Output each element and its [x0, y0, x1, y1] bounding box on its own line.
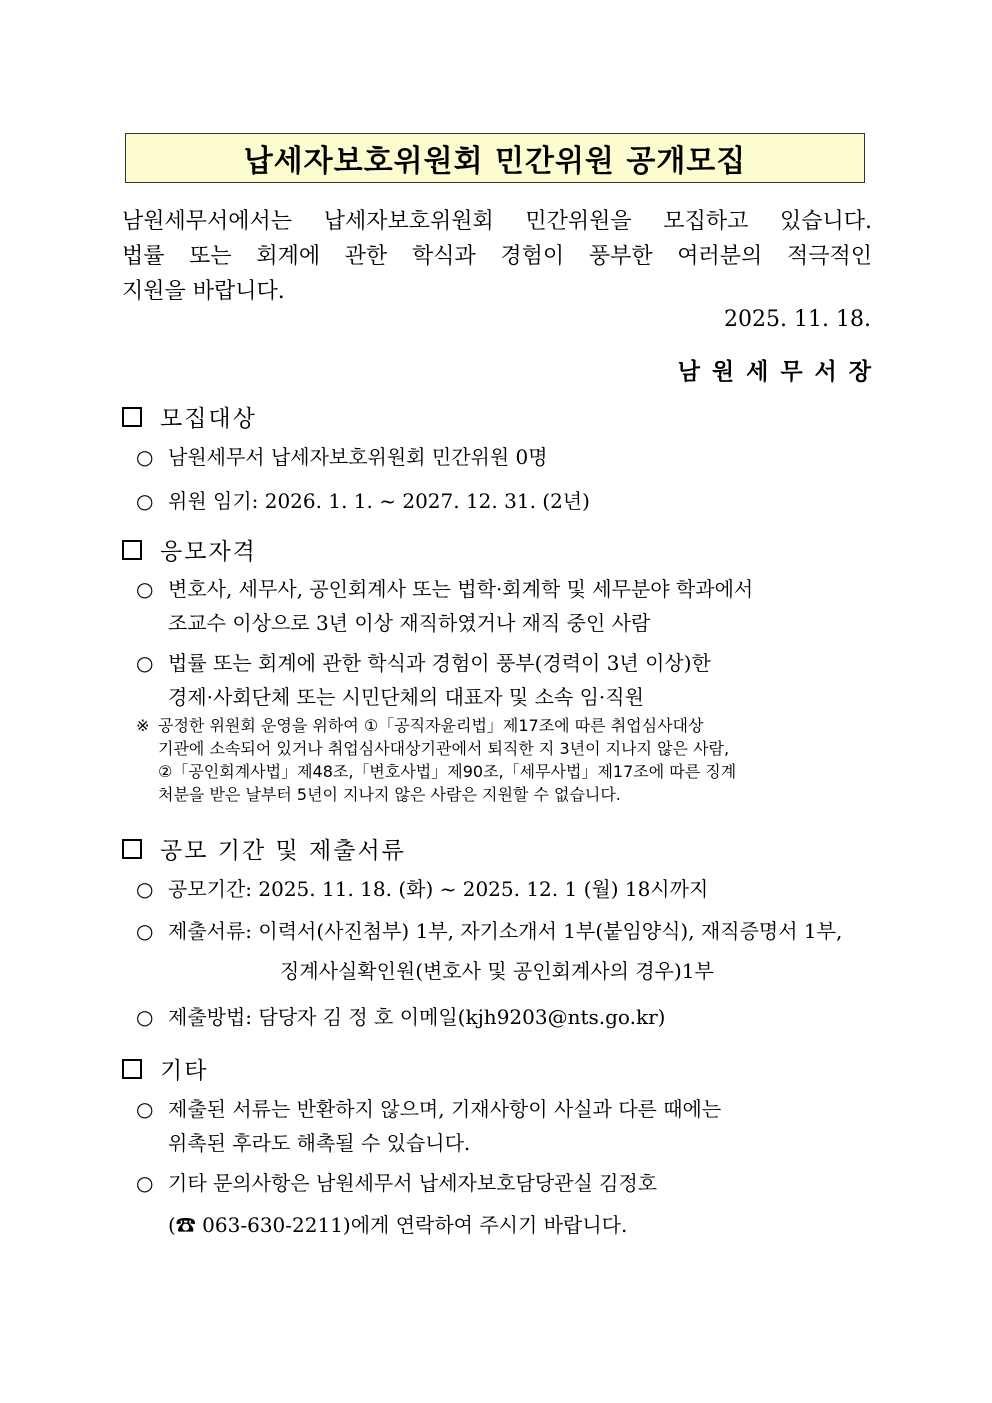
- circle-bullet-icon: ○: [136, 919, 154, 943]
- circle-bullet-icon: ○: [136, 877, 154, 901]
- section-period: [122, 832, 406, 865]
- list-item: [136, 1092, 868, 1160]
- section-title: 모집대상: [160, 406, 257, 432]
- circle-bullet-icon: ○: [136, 651, 154, 675]
- item-text: 공모기간: 2025. 11. 18. (화) ~ 2025. 12. 1 (월) 18시까지: [168, 877, 709, 901]
- section-title: 응모자격: [160, 539, 257, 565]
- notice-note: [136, 714, 871, 806]
- list-item: [136, 572, 868, 640]
- square-bullet-icon: [122, 407, 142, 427]
- circle-bullet-icon: ○: [136, 577, 154, 601]
- list-item: [136, 484, 868, 518]
- signer: 남원세무서장: [677, 358, 883, 385]
- list-item: [136, 646, 868, 714]
- circle-bullet-icon: ○: [136, 1171, 154, 1195]
- item-text: 법률 또는 회계에 관한 학식과 경험이 풍부(경력이 3년 이상)한: [168, 651, 711, 675]
- list-item: [136, 1166, 868, 1242]
- item-text: 변호사, 세무사, 공인회계사 또는 법학·회계학 및 세무분야 학과에서: [168, 577, 754, 601]
- note-text: 공정한 위원회 운영을 위하여 ①「공직자윤리법」제17조에 따른 취업심사대상: [158, 716, 704, 735]
- item-text: 위촉된 후라도 해촉될 수 있습니다.: [168, 1131, 471, 1155]
- list-item: [136, 914, 868, 988]
- section-title: 기타: [160, 1058, 209, 1084]
- intro-paragraph: [122, 204, 872, 309]
- item-text: 제출서류: 이력서(사진첨부) 1부, 자기소개서 1부(붙임양식), 재직증명서 1부,: [168, 919, 843, 943]
- intro-line: 지원을 바랍니다.: [122, 279, 285, 304]
- item-text: 경제·사회단체 또는 시민단체의 대표자 및 소속 임·직원: [168, 685, 644, 709]
- item-text: 제출방법: 담당자 김 정 호 이메일(kjh9203@nts.go.kr): [168, 1005, 666, 1029]
- circle-bullet-icon: ○: [136, 489, 154, 513]
- note-text: 기관에 소속되어 있거나 취업심사대상기관에서 퇴직한 지 3년이 지나지 않은 사람,: [158, 739, 730, 758]
- square-bullet-icon: [122, 839, 142, 859]
- title-box: [125, 133, 865, 183]
- item-text: 제출된 서류는 반환하지 않으며, 기재사항이 사실과 다른 때에는: [168, 1097, 722, 1121]
- square-bullet-icon: [122, 540, 142, 560]
- note-text: 처분을 받은 날부터 5년이 지나지 않은 사람은 지원할 수 없습니다.: [158, 785, 621, 804]
- page-title: 납세자보호위원회 민간위원 공개모집: [243, 144, 747, 179]
- section-qualification: [122, 533, 257, 566]
- notice-date: 2025. 11. 18.: [724, 307, 871, 332]
- item-text: (☎ 063-630-2211)에게 연락하여 주시기 바랍니다.: [168, 1213, 628, 1237]
- intro-line: 남원세무서에서는 납세자보호위원회 민간위원을 모집하고 있습니다.: [122, 209, 872, 234]
- square-bullet-icon: [122, 1059, 142, 1079]
- circle-bullet-icon: ○: [136, 1005, 154, 1029]
- item-text: 위원 임기: 2026. 1. 1. ~ 2027. 12. 31. (2년): [168, 489, 590, 513]
- section-title: 공모 기간 및 제출서류: [160, 838, 406, 864]
- circle-bullet-icon: ○: [136, 1097, 154, 1121]
- circle-bullet-icon: ○: [136, 445, 154, 469]
- item-text: 기타 문의사항은 남원세무서 납세자보호담당관실 김정호: [168, 1171, 658, 1195]
- intro-line: 법률 또는 회계에 관한 학식과 경험이 풍부한 여러분의 적극적인: [122, 244, 872, 269]
- section-etc: [122, 1052, 208, 1085]
- note-text: ②「공인회계사법」제48조,「변호사법」제90조,「세무사법」제17조에 따른 징계: [158, 762, 737, 781]
- list-item: [136, 1000, 868, 1034]
- item-text: 남원세무서 납세자보호위원회 민간위원 0명: [168, 445, 548, 469]
- list-item: [136, 872, 868, 906]
- section-target: [122, 400, 257, 433]
- list-item: [136, 440, 868, 474]
- note-mark-icon: ※: [136, 716, 150, 735]
- item-text: 징계사실확인원(변호사 및 공인회계사의 경우)1부: [280, 959, 714, 983]
- item-text: 조교수 이상으로 3년 이상 재직하였거나 재직 중인 사람: [168, 611, 651, 635]
